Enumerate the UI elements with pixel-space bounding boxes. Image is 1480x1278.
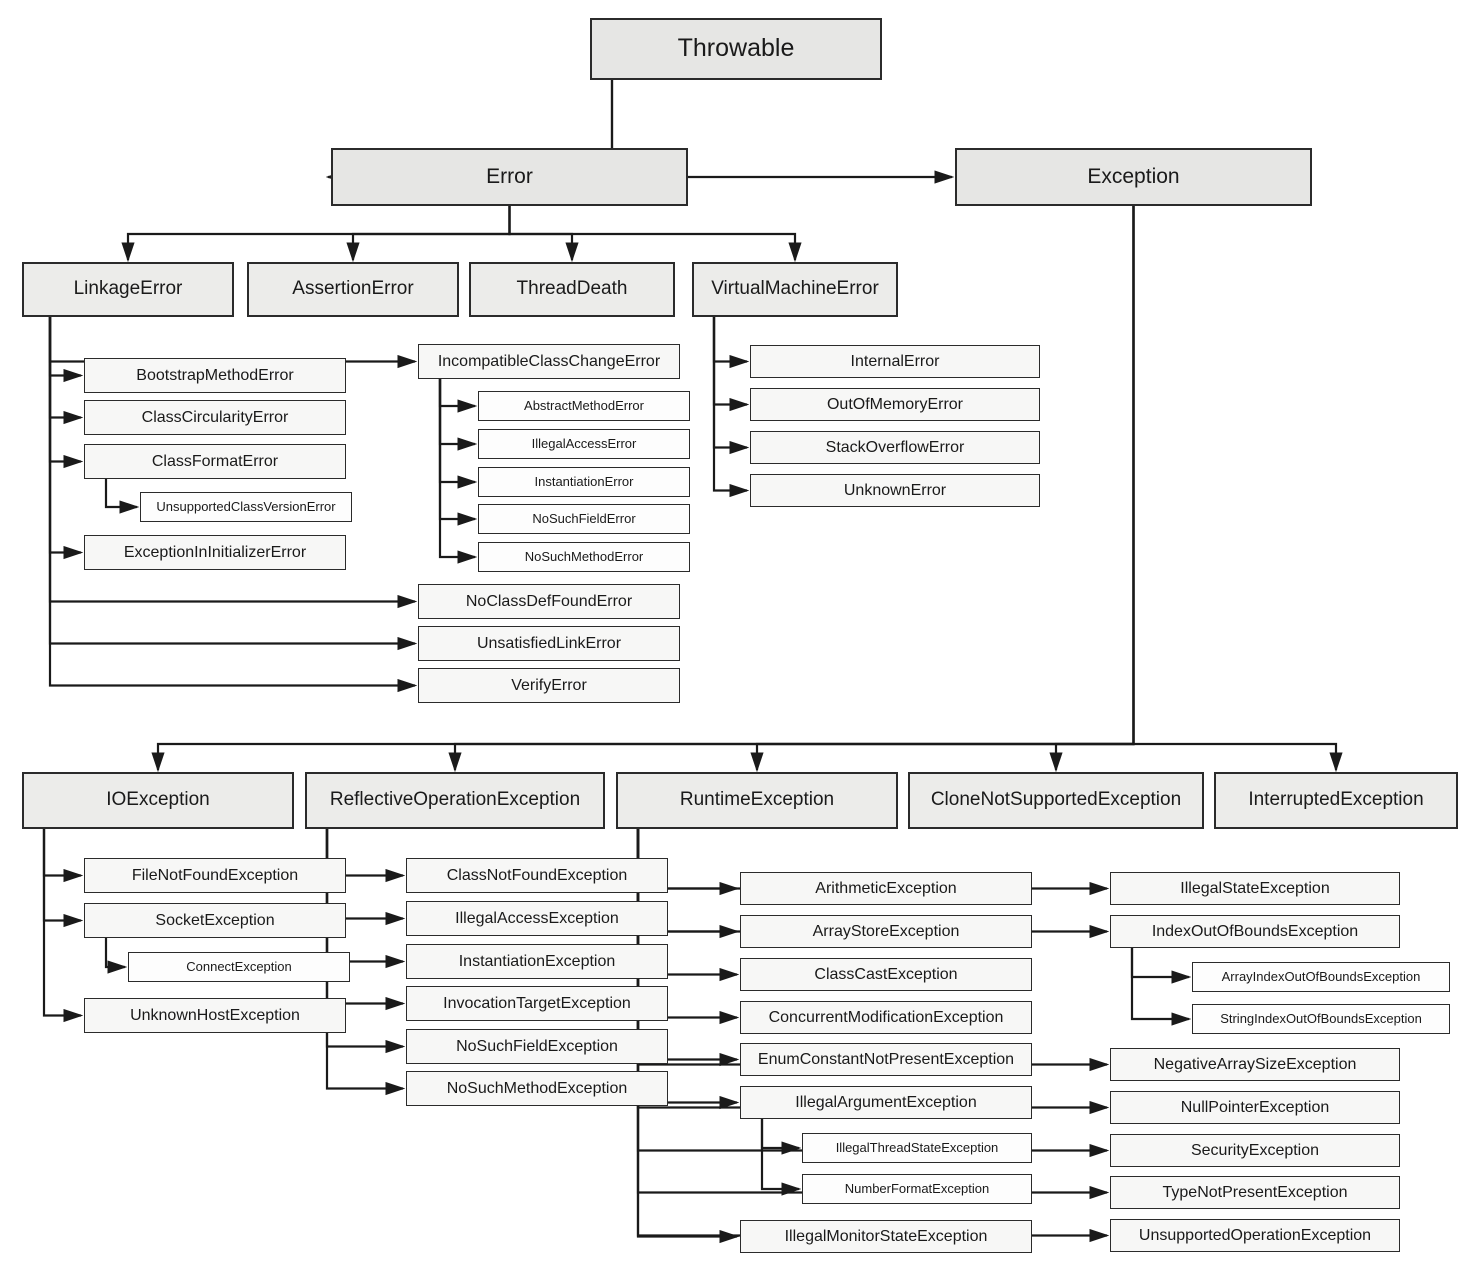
node-label: ClassNotFoundException <box>446 866 628 884</box>
node-label: ConnectException <box>186 958 292 974</box>
node-label: ConcurrentModificationException <box>768 1008 1004 1026</box>
node-label: ExceptionInInitializerError <box>123 543 307 561</box>
node-label: AssertionError <box>292 278 414 300</box>
node-label: Exception <box>1087 165 1180 189</box>
node-instantiationexception[interactable] <box>406 944 668 979</box>
node-label: IllegalThreadStateException <box>835 1139 999 1155</box>
node-label: IllegalAccessException <box>455 909 619 927</box>
node-label: StackOverflowError <box>825 438 965 456</box>
node-nosuchfieldexception[interactable] <box>406 1029 668 1064</box>
node-label: ClassCircularityError <box>141 408 289 426</box>
node-label: VirtualMachineError <box>711 278 879 300</box>
node-label: NoSuchFieldError <box>532 510 636 526</box>
node-label: InstantiationException <box>458 952 616 970</box>
node-label: CloneNotSupportedException <box>930 789 1182 811</box>
node-label: NullPointerException <box>1180 1098 1330 1116</box>
node-label: Throwable <box>677 34 795 63</box>
node-bootstrapmethoderror[interactable] <box>84 358 346 393</box>
node-label: SocketException <box>155 911 275 929</box>
node-label: IndexOutOfBoundsException <box>1151 922 1359 940</box>
node-nosuchmethoderror[interactable] <box>478 542 690 572</box>
node-label: NoSuchFieldException <box>456 1037 618 1055</box>
node-illegalthreadstateexception[interactable] <box>802 1133 1032 1163</box>
node-label: IllegalStateException <box>1180 879 1330 897</box>
node-threaddeath[interactable] <box>469 262 675 317</box>
node-unknownerror[interactable] <box>750 474 1040 507</box>
node-illegalaccessexception[interactable] <box>406 901 668 936</box>
node-illegalargumentexception[interactable] <box>740 1086 1032 1119</box>
node-label: SecurityException <box>1190 1141 1320 1159</box>
node-clonenotsupportedexception[interactable] <box>908 772 1204 829</box>
node-error[interactable] <box>331 148 688 206</box>
node-internalerror[interactable] <box>750 345 1040 378</box>
node-label: ArrayStoreException <box>812 922 960 940</box>
node-label: OutOfMemoryError <box>826 395 963 413</box>
node-label: NoSuchMethodError <box>524 548 644 564</box>
node-linkageerror[interactable] <box>22 262 234 317</box>
node-interruptedexception[interactable] <box>1214 772 1458 829</box>
node-noclassdeffounderror[interactable] <box>418 584 680 619</box>
node-nullpointerexception[interactable] <box>1110 1091 1400 1124</box>
node-reflectiveoperationexception[interactable] <box>305 772 605 829</box>
node-label: RuntimeException <box>679 789 835 811</box>
node-classnotfoundexception[interactable] <box>406 858 668 893</box>
node-ioexception[interactable] <box>22 772 294 829</box>
node-numberformatexception[interactable] <box>802 1174 1032 1204</box>
node-nosuchfielderror[interactable] <box>478 504 690 534</box>
node-classcircularityerror[interactable] <box>84 400 346 435</box>
node-virtualmachineerror[interactable] <box>692 262 898 317</box>
node-label: UnknownHostException <box>130 1006 300 1024</box>
node-unsupportedclassversionerror[interactable] <box>140 492 352 522</box>
node-incompatibleclasschangeerror[interactable] <box>418 344 680 379</box>
node-label: InterruptedException <box>1248 789 1424 811</box>
node-label: FileNotFoundException <box>131 866 299 884</box>
node-assertionerror[interactable] <box>247 262 459 317</box>
node-outofmemoryerror[interactable] <box>750 388 1040 421</box>
node-unknownhostexception[interactable] <box>84 998 346 1033</box>
node-label: UnknownError <box>843 481 947 499</box>
node-negativearraysizeexception[interactable] <box>1110 1048 1400 1081</box>
node-label: IOException <box>106 789 210 811</box>
node-unsupportedoperationexception[interactable] <box>1110 1219 1400 1252</box>
node-arithmeticexception[interactable] <box>740 872 1032 905</box>
node-label: StringIndexOutOfBoundsException <box>1220 1010 1422 1026</box>
node-stackoverflowerror[interactable] <box>750 431 1040 464</box>
node-indexoutofboundsexception[interactable] <box>1110 915 1400 948</box>
node-label: BootstrapMethodError <box>136 366 294 384</box>
node-label: ClassCastException <box>814 965 958 983</box>
node-label: UnsatisfiedLinkError <box>476 634 622 652</box>
node-stringindexoutofboundsexception[interactable] <box>1192 1004 1450 1034</box>
node-exception[interactable] <box>955 148 1312 206</box>
node-label: ClassFormatError <box>151 452 279 470</box>
node-illegalstateexception[interactable] <box>1110 872 1400 905</box>
node-verifyerror[interactable] <box>418 668 680 703</box>
node-label: TypeNotPresentException <box>1162 1183 1348 1201</box>
node-label: AbstractMethodError <box>524 397 644 413</box>
node-label: UnsupportedClassVersionError <box>156 498 336 514</box>
node-arrayindexoutofboundsexception[interactable] <box>1192 962 1450 992</box>
node-label: Error <box>486 165 533 189</box>
node-label: NegativeArraySizeException <box>1153 1055 1357 1073</box>
node-classcastexception[interactable] <box>740 958 1032 991</box>
node-label: ThreadDeath <box>516 278 628 300</box>
node-socketexception[interactable] <box>84 903 346 938</box>
node-label: IncompatibleClassChangeError <box>437 352 661 370</box>
node-throwable[interactable] <box>590 18 882 80</box>
node-label: IllegalAccessError <box>531 435 637 451</box>
node-label: ArrayIndexOutOfBoundsException <box>1221 968 1421 984</box>
node-label: NoClassDefFoundError <box>465 592 633 610</box>
node-label: EnumConstantNotPresentException <box>757 1050 1015 1068</box>
node-abstractmethoderror[interactable] <box>478 391 690 421</box>
node-invocationtargetexception[interactable] <box>406 986 668 1021</box>
node-label: IllegalMonitorStateException <box>784 1227 988 1245</box>
node-connectexception[interactable] <box>128 952 350 982</box>
node-typenotpresentexception[interactable] <box>1110 1176 1400 1209</box>
node-illegalmonitorstateexception[interactable] <box>740 1220 1032 1253</box>
node-label: ReflectiveOperationException <box>329 789 581 811</box>
node-label: UnsupportedOperationException <box>1138 1226 1372 1244</box>
node-exceptionininitializererror[interactable] <box>84 535 346 570</box>
node-enumconstantnotpresentexception[interactable] <box>740 1043 1032 1076</box>
node-label: NoSuchMethodException <box>446 1079 628 1097</box>
node-illegalaccesserror[interactable] <box>478 429 690 459</box>
node-label: LinkageError <box>73 278 183 300</box>
node-runtimeexception[interactable] <box>616 772 898 829</box>
node-unsatisfiedlinkerror[interactable] <box>418 626 680 661</box>
node-instantiationerror[interactable] <box>478 467 690 497</box>
node-nosuchmethodexception[interactable] <box>406 1071 668 1106</box>
node-arraystoreexception[interactable] <box>740 915 1032 948</box>
node-label: IllegalArgumentException <box>795 1093 977 1111</box>
node-securityexception[interactable] <box>1110 1134 1400 1167</box>
node-label: InstantiationError <box>534 473 634 489</box>
node-concurrentmodificationexception[interactable] <box>740 1001 1032 1034</box>
node-label: InternalError <box>850 352 940 370</box>
node-label: VerifyError <box>511 676 587 694</box>
node-label: NumberFormatException <box>844 1180 990 1196</box>
node-classformaterror[interactable] <box>84 444 346 479</box>
node-label: InvocationTargetException <box>443 994 631 1012</box>
node-filenotfoundexception[interactable] <box>84 858 346 893</box>
node-label: ArithmeticException <box>815 879 957 897</box>
